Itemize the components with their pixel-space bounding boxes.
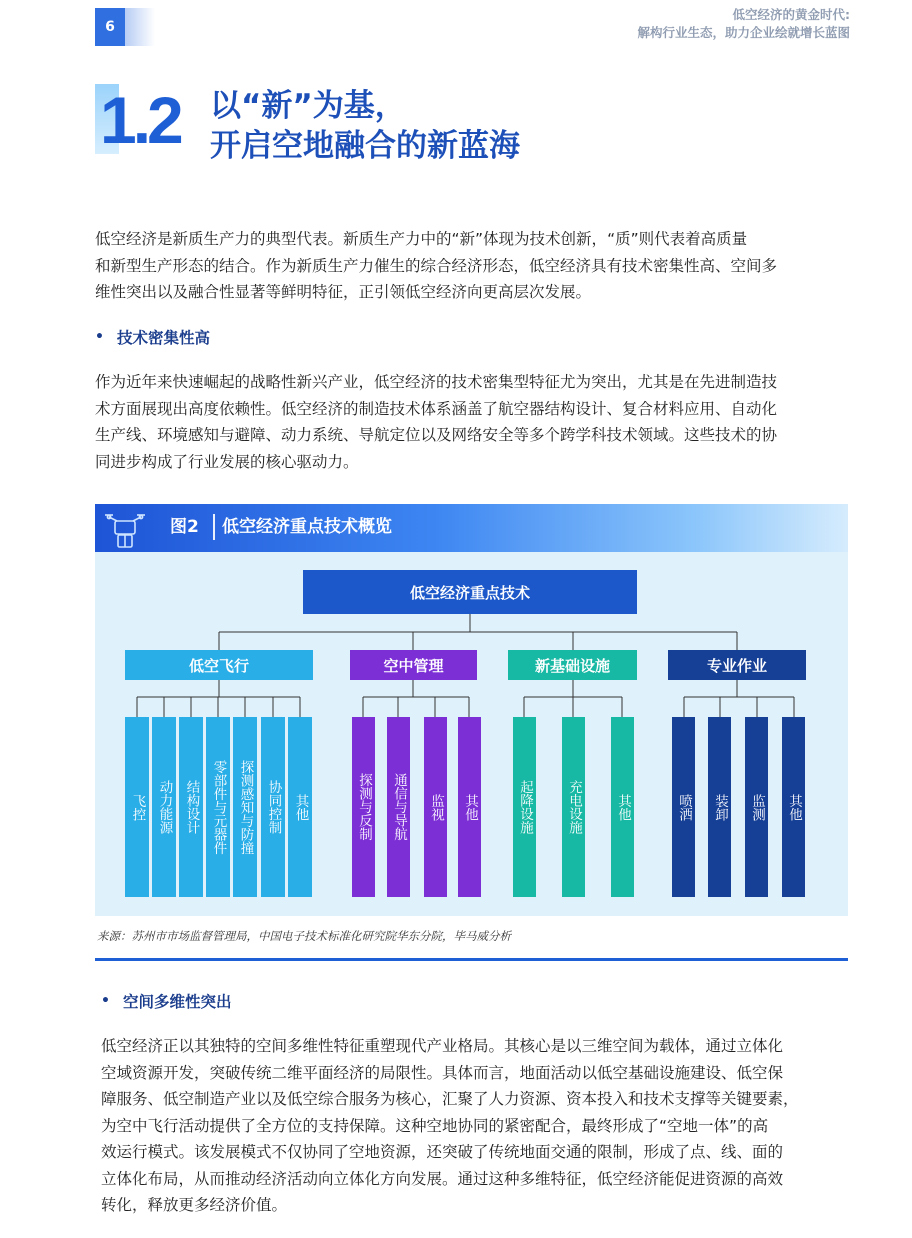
category-low-altitude-flight: 低空飞行: [125, 650, 313, 680]
figure-label: 图2: [170, 517, 199, 537]
leaf-charging-facility: 充电设施: [562, 717, 585, 897]
category-air-management: 空中管理: [350, 650, 477, 680]
running-header-line2: 解构行业生态，助力企业绘就增长蓝图: [637, 25, 850, 40]
section-title-line1: 以“新”为基，: [210, 88, 406, 124]
leaf-flight-other: 其他: [288, 717, 312, 897]
category-professional-operations: 专业作业: [668, 650, 806, 680]
spatial-line: 立体化布局，从而推动经济活动向立体化方向发展。通过这种多维特征，低空经济能促进资源的高效: [101, 1169, 784, 1188]
section-number: 1.2: [100, 83, 180, 157]
leaf-detection-countermeasure: 探测与反制: [352, 717, 375, 897]
spatial-line: 转化，释放更多经济价值。: [101, 1196, 288, 1214]
leaf-communication-navigation: 通信与导航: [387, 717, 410, 897]
running-header-line1: 低空经济的黄金时代:: [732, 7, 850, 22]
intro-line: 和新型生产形态的结合。作为新质生产力催生的综合经济形态，低空经济具有技术密集性高、空间多: [95, 256, 778, 275]
spatial-line: 效运行模式。该发展模式不仅协同了空地资源，还突破了传统地面交通的限制，形成了点、线、面的: [101, 1143, 784, 1161]
leaf-infrastructure-other: 其他: [611, 717, 634, 897]
section-title-line2: 开启空地融合的新蓝海: [210, 128, 520, 164]
tree-root: 低空经济重点技术: [303, 570, 637, 614]
tech-line: 术方面展现出高度依赖性。低空经济的制造技术体系涵盖了航空器结构设计、复合材料应用、自动化: [95, 399, 778, 418]
spatial-line: 为空中飞行活动提供了全方位的支持保障。这种空地协同的紧密配合，最终形成了“空地一体”的高: [101, 1116, 769, 1135]
bullet-dot: •: [101, 993, 110, 1009]
bullet-title: 技术密集性高: [117, 329, 211, 347]
leaf-monitoring: 监测: [745, 717, 768, 897]
tech-line: 生产线、环境感知与避障、动力系统、导航定位以及网络安全等多个跨学科技术领域。这些技术的协: [95, 426, 778, 444]
spatial-line: 低空经济正以其独特的空间多维性特征重塑现代产业格局。其核心是以三维空间为载体，通过立体化: [101, 1037, 784, 1055]
leaf-loading-unloading: 装卸: [708, 717, 731, 897]
leaf-flight-control: 飞控: [125, 717, 149, 897]
leaf-spraying: 喷洒: [672, 717, 695, 897]
leaf-components: 零部件与元器件: [206, 717, 230, 897]
figure-source: 来源：苏州市市场监督管理局，中国电子技术标准化研究院华东分院，毕马威分析: [97, 929, 511, 943]
leaf-power-energy: 动力能源: [152, 717, 176, 897]
leaf-management-other: 其他: [458, 717, 481, 897]
page-number: 6: [95, 8, 125, 46]
leaf-coordinated-control: 协同控制: [261, 717, 285, 897]
category-new-infrastructure: 新基础设施: [508, 650, 637, 680]
tech-line: 同进步构成了行业发展的核心驱动力。: [95, 452, 359, 471]
spatial-line: 障服务、低空制造产业以及低空综合服务为核心，汇聚了人力资源、资本投入和技术支撑等关键要素，: [101, 1090, 799, 1108]
spatial-paragraph: [101, 1033, 861, 1219]
leaf-structure-design: 结构设计: [179, 717, 203, 897]
tech-line: 作为近年来快速崛起的战略性新兴产业，低空经济的技术密集型特征尤为突出，尤其是在先进制造技: [95, 373, 778, 391]
leaf-operations-other: 其他: [782, 717, 805, 897]
spatial-line: 空域资源开发，突破传统二维平面经济的局限性。具体而言，地面活动以低空基础设施建设、低空保: [101, 1063, 784, 1082]
leaf-surveillance: 监视: [424, 717, 447, 897]
figure-title: 低空经济重点技术概览: [222, 517, 392, 537]
bullet-dot: •: [95, 329, 104, 345]
leaf-detection-avoidance: 探测感知与防撞: [233, 717, 257, 897]
leaf-takeoff-landing-facility: 起降设施: [513, 717, 536, 897]
bullet-title: 空间多维性突出: [123, 993, 232, 1011]
figure-bottom-rule: [95, 958, 848, 961]
intro-line: 低空经济是新质生产力的典型代表。新质生产力中的“新”体现为技术创新，“质”则代表着高质量: [95, 230, 748, 248]
bullet-heading-spatial: [101, 990, 232, 1012]
intro-line: 维性突出以及融合性显著等鲜明特征，正引领低空经济向更高层次发展。: [95, 283, 592, 301]
